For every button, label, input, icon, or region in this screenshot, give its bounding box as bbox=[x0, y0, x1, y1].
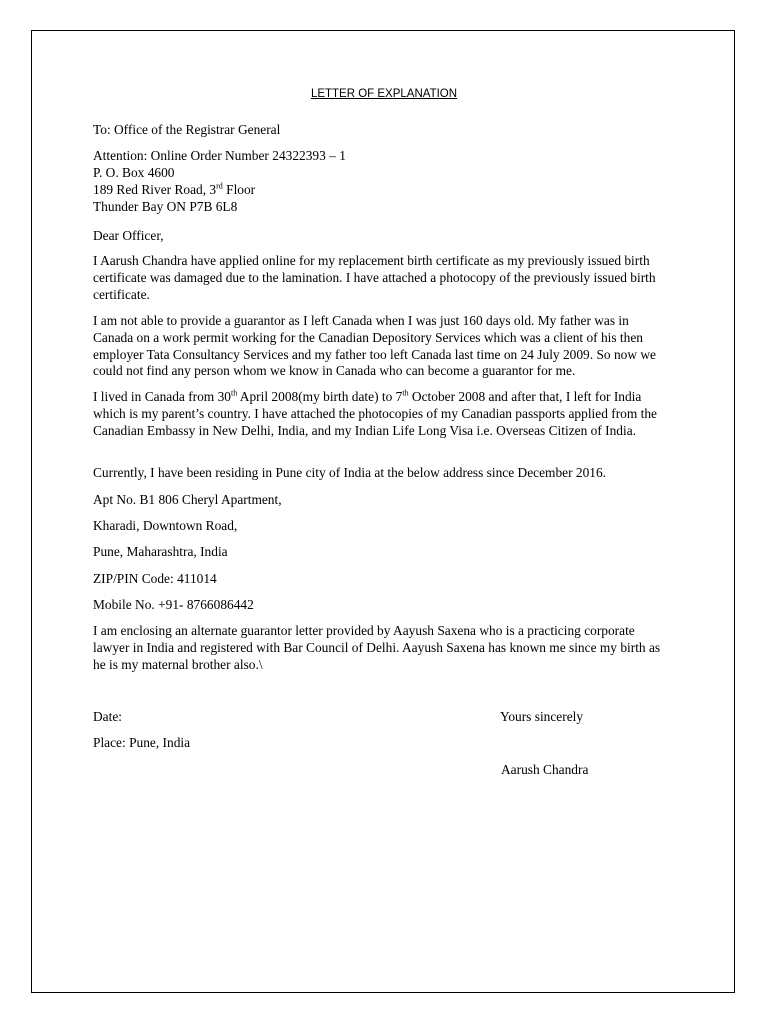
place-line: Place: Pune, India bbox=[93, 735, 191, 750]
residence-city: Pune, Maharashtra, India bbox=[93, 544, 228, 559]
paragraph-2: I am not able to provide a guarantor as I left Canada when I was just 160 days old. My father was in Canada on a work permit working for the Canadian Depository Services which was a client of his then employer Tata Consultancy Services and my father too left Canada last time on 24 July 2009. So now we could not find any person whom we know in Canada who can become a guarantor for me. bbox=[93, 313, 656, 379]
letter-title: LETTER OF EXPLANATION bbox=[310, 88, 458, 100]
date-label: Date: bbox=[93, 709, 122, 724]
city-line: Thunder Bay ON P7B 6L8 bbox=[93, 199, 238, 214]
street-line: 189 Red River Road, 3rd Floor bbox=[93, 181, 256, 197]
salutation: Dear Officer, bbox=[93, 228, 164, 243]
attention-line: Attention: Online Order Number 24322393 – 1 bbox=[93, 148, 346, 163]
signature-name: Aarush Chandra bbox=[501, 762, 589, 777]
paragraph-3: I lived in Canada from 30th April 2008(my birth date) to 7th October 2008 and after that, I left for India which is my parent’s country. I have attached the photocopies of my Canadian passports applied from the Canadian Embassy in New Delhi, India, and my Indian Life Long Visa i.e. Overseas Citizen of India. bbox=[93, 388, 657, 438]
closing: Yours sincerely bbox=[500, 709, 584, 724]
paragraph-1: I Aarush Chandra have applied online for my replacement birth certificate as my previously issued birth certificate was damaged due to the lamination. I have attached a photocopy of the previously issued birth certificate. bbox=[93, 253, 656, 302]
paragraph-5: I am enclosing an alternate guarantor letter provided by Aayush Saxena who is a practicing corporate lawyer in India and registered with Bar Council of Delhi. Aayush Saxena has known me since my birth as he is my maternal brother also.\ bbox=[93, 623, 661, 672]
po-box-line: P. O. Box 4600 bbox=[93, 165, 175, 180]
recipient-line: To: Office of the Registrar General bbox=[93, 122, 281, 137]
residence-mobile: Mobile No. +91- 8766086442 bbox=[93, 597, 254, 612]
residence-road: Kharadi, Downtown Road, bbox=[93, 518, 238, 533]
residence-zip: ZIP/PIN Code: 411014 bbox=[93, 571, 217, 586]
residence-apt: Apt No. B1 806 Cheryl Apartment, bbox=[93, 492, 282, 507]
paragraph-4: Currently, I have been residing in Pune city of India at the below address since December 2016. bbox=[93, 465, 607, 480]
